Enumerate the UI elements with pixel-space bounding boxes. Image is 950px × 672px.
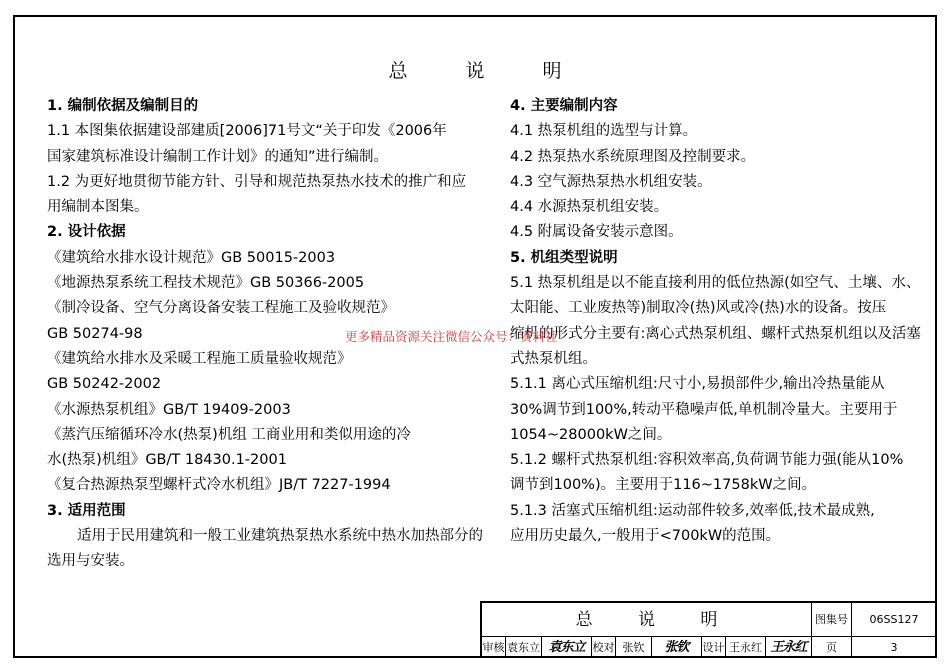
paragraph-line: 4.5 附属设备安装示意图。 [510, 224, 683, 241]
right-column [510, 94, 921, 549]
standard-line: 《蒸汽压缩循环冷水(热泵)机组 工商业用和类似用途的冷 [47, 426, 411, 443]
section-3-heading: 3. 适用范围 [47, 502, 126, 519]
section-4-heading: 4. 主要编制内容 [510, 98, 618, 114]
paragraph-line: 调节到100%)。主要用于116~1758kW之间。 [510, 477, 817, 494]
section-5-heading: 5. 机组类型说明 [510, 249, 618, 266]
watermark-text: 更多精品资源关注微信公众号：资料社 [345, 329, 558, 344]
standard-line: GB 50242-2002 [47, 376, 162, 393]
check-label: 校对 [592, 637, 616, 658]
standard-line: 《地源热泵系统工程技术规范》GB 50366-2005 [47, 275, 365, 292]
page-title: 总 说 明 [388, 60, 588, 82]
standard-line: GB 50274-98 [47, 325, 143, 342]
atlas-number: 06SS127 [852, 603, 937, 637]
paragraph-line: 30%调节到100%,转动平稳噪声低,单机制冷量大。主要用于 [510, 401, 898, 418]
paragraph-line: 选用与安装。 [47, 553, 134, 570]
section-2-heading: 2. 设计依据 [47, 224, 126, 241]
paragraph-line: 5.1 热泵机组是以不能直接利用的低位热源(如空气、土壤、水、 [510, 275, 921, 292]
paragraph-line: 4.2 热泵热水系统原理图及控制要求。 [510, 148, 756, 165]
paragraph-line: 4.1 热泵机组的选型与计算。 [510, 123, 698, 140]
standard-line: 水(热泵)机组》GB/T 18430.1-2001 [47, 452, 287, 469]
paragraph-line: 用编制本图集。 [47, 199, 149, 216]
review-label: 审核 [482, 637, 506, 658]
paragraph-line: 5.1.3 活塞式压缩机组:运动部件较多,效率低,技术最成熟, [510, 502, 875, 519]
paragraph-line: 5.1.1 离心式压缩机组:尺寸小,易损部件少,输出冷热量能从 [510, 376, 885, 393]
design-signature: 王永红 [766, 637, 812, 658]
standard-line: 《制冷设备、空气分离设备安装工程施工及验收规范》 [47, 300, 395, 317]
paragraph-line: 式热泵机组。 [510, 350, 597, 367]
design-label: 设计 [702, 637, 726, 658]
standard-line: 《复合热源热泵型螺杆式冷水机组》JB/T 7227-1994 [47, 477, 391, 494]
design-name: 王永红 [726, 637, 766, 658]
page-label: 页 [812, 637, 852, 658]
paragraph-line: 应用历史最久,一般用于<700kW的范围。 [510, 528, 781, 545]
page-number: 3 [852, 637, 937, 658]
standard-line: 《建筑给水排水及采暖工程施工质量验收规范》 [47, 350, 352, 367]
paragraph-line: 1054~28000kW之间。 [510, 426, 672, 443]
paragraph-line: 缩机的形式分主要有:离心式热泵机组、螺杆式热泵机组以及活塞 [510, 325, 921, 342]
paragraph-line: 国家建筑标准设计编制工作计划》的通知”进行编制。 [47, 148, 389, 165]
section-1-heading: 1. 编制依据及编制目的 [47, 98, 199, 114]
title-block [480, 601, 937, 658]
paragraph-line: 5.1.2 螺杆式热泵机组:容积效率高,负荷调节能力强(能从10% [510, 452, 904, 469]
paragraph-line: 1.2 为更好地贯彻节能方针、引导和规范热泵热水技术的推广和应 [47, 173, 467, 190]
standard-line: 《水源热泵机组》GB/T 19409-2003 [47, 401, 291, 418]
paragraph-line: 1.1 本图集依据建设部建质[2006]71号文“关于印发《2006年 [47, 123, 447, 140]
atlas-label: 图集号 [812, 603, 852, 637]
paragraph-line: 4.4 水源热泵机组安装。 [510, 199, 669, 216]
review-signature: 袁东立 [542, 637, 592, 658]
check-name: 张钦 [616, 637, 652, 658]
standard-line: 《建筑给水排水设计规范》GB 50015-2003 [47, 249, 336, 266]
review-name: 袁东立 [506, 637, 542, 658]
title-block-name: 总 说 明 [482, 603, 812, 637]
paragraph-line: 适用于民用建筑和一般工业建筑热泵热水系统中热水加热部分的 [77, 528, 483, 545]
paragraph-line: 4.3 空气源热泵热水机组安装。 [510, 173, 712, 190]
paragraph-line: 太阳能、工业废热等)制取冷(热)风或冷(热)水的设备。按压 [510, 300, 887, 317]
check-signature: 张钦 [652, 637, 702, 658]
